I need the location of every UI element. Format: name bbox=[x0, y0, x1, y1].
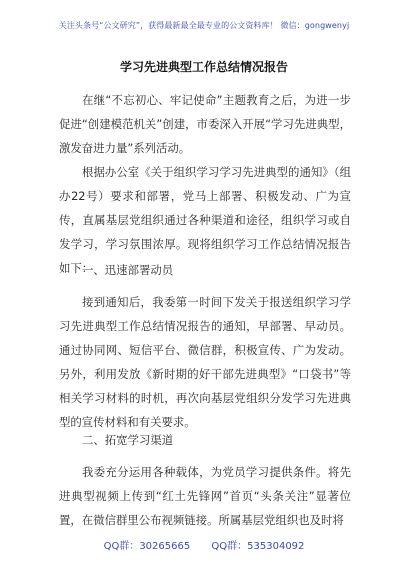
footer-qq-group-2: QQ群：535304092 bbox=[211, 541, 305, 552]
paragraph-basis: 根据办公室《关于组织学习学习先进典型的通知》（组办22号）要求和部署，党马上部署、积极发动、广为宣传，直属基层党组织通过各种渠道和途径，组织学习或自发学习，学习氛围浓厚。现将组织学习工作总结情况报告如下： bbox=[59, 165, 351, 275]
paragraph-section-1: 接到通知后，我委第一时间下发关于报送组织学习学习先进典型工作总结情况报告的通知，早部署、早动员。通过协同网、短信平台、微信群，积极宣传、广为发动。另外，利用发放《新时期的好干部先进典型》“口袋书”等相关学习材料的时机，再次向基层党组织分发学习先进典型的宣传材料和有关要求。 bbox=[59, 295, 351, 429]
footer-qq-group-1: QQ群：30265665 bbox=[103, 541, 191, 552]
header-banner: 关注头条号“公文研究”，获得最新最全最专业的公文资料库！ 微信：gongwenyj bbox=[58, 21, 350, 30]
paragraph-section-2: 我委充分运用各种载体，为党员学习提供条件。将先进典型视频上传到“红土先锋网”首页“头条关注”显著位置，在微信群里公布视频链接。所属基层党组织也及时将 bbox=[59, 465, 351, 527]
section-heading-2: 二、拓宽学习渠道 bbox=[82, 433, 174, 447]
paragraph-intro: 在继“不忘初心、牢记使命”主题教育之后，为进一步促进“创建模范机关”创建，市委深入开展“学习先进典型，激发奋进力量”系列活动。 bbox=[59, 93, 351, 155]
section-heading-1: 一、迅速部署动员 bbox=[82, 263, 174, 277]
footer-banner bbox=[0, 537, 408, 552]
document-title: 学习先进典型工作总结情况报告 bbox=[119, 60, 288, 74]
